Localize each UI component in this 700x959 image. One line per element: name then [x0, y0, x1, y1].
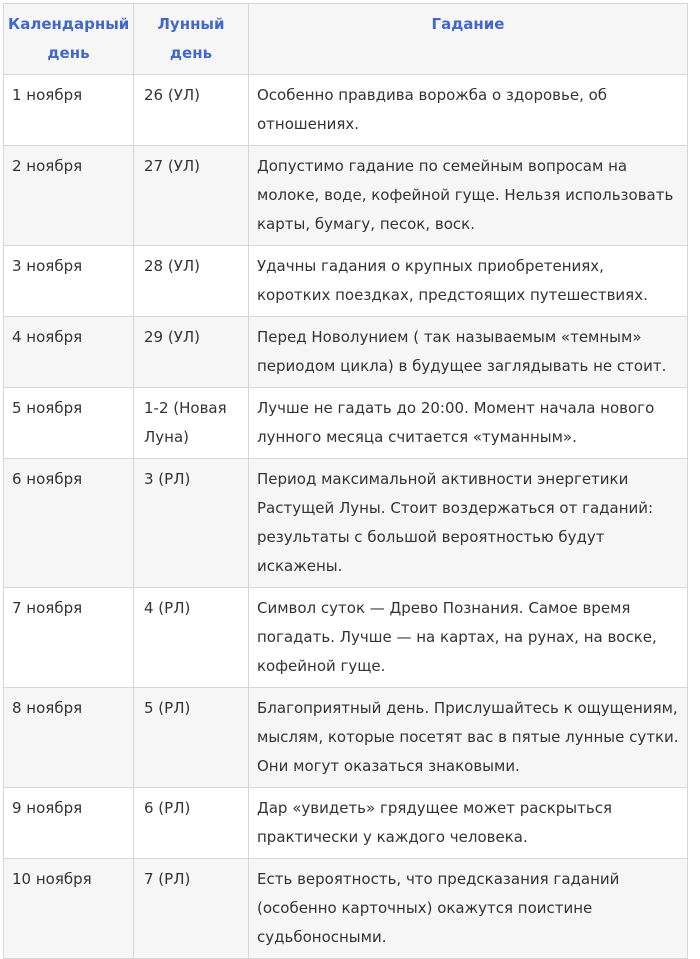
table-row: [4, 75, 688, 146]
divination-cell: Удачны гадания о крупных приобретениях, коротких поездках, предстоящих путешествиях.: [249, 246, 688, 317]
table-row: [4, 688, 688, 788]
calendar-day-cell: 8 ноября: [4, 688, 134, 788]
header-calendar-day: Календарный день: [4, 4, 134, 75]
calendar-day-cell: 4 ноября: [4, 317, 134, 388]
lunar-day-cell: 7 (РЛ): [134, 859, 249, 959]
table-body: [4, 75, 688, 959]
lunar-day-cell: 3 (РЛ): [134, 459, 249, 588]
table-row: [4, 859, 688, 959]
divination-cell: Перед Новолунием ( так называемым «темным» периодом цикла) в будущее заглядывать не стоит.: [249, 317, 688, 388]
calendar-day-cell: 5 ноября: [4, 388, 134, 459]
calendar-day-cell: 9 ноября: [4, 788, 134, 859]
divination-cell: Лучше не гадать до 20:00. Момент начала нового лунного месяца считается «туманным».: [249, 388, 688, 459]
lunar-calendar-table: [3, 3, 688, 959]
table-row: [4, 459, 688, 588]
divination-cell: Символ суток — Древо Познания. Самое время погадать. Лучше — на картах, на рунах, на воске, кофейной гуще.: [249, 588, 688, 688]
lunar-day-cell: 5 (РЛ): [134, 688, 249, 788]
calendar-day-cell: 10 ноября: [4, 859, 134, 959]
lunar-day-cell: 1-2 (Новая Луна): [134, 388, 249, 459]
calendar-day-cell: 7 ноября: [4, 588, 134, 688]
lunar-day-cell: 29 (УЛ): [134, 317, 249, 388]
table-row: [4, 146, 688, 246]
lunar-day-cell: 26 (УЛ): [134, 75, 249, 146]
table-header: [4, 4, 688, 75]
divination-cell: Дар «увидеть» грядущее может раскрыться практически у каждого человека.: [249, 788, 688, 859]
lunar-day-cell: 28 (УЛ): [134, 246, 249, 317]
divination-cell: Особенно правдива ворожба о здоровье, об отношениях.: [249, 75, 688, 146]
calendar-day-cell: 1 ноября: [4, 75, 134, 146]
lunar-day-cell: 27 (УЛ): [134, 146, 249, 246]
divination-cell: Допустимо гадание по семейным вопросам на молоке, воде, кофейной гуще. Нельзя использовать карты, бумагу, песок, воск.: [249, 146, 688, 246]
table-row: [4, 788, 688, 859]
header-divination: Гадание: [249, 4, 688, 75]
calendar-day-cell: 2 ноября: [4, 146, 134, 246]
calendar-day-cell: 3 ноября: [4, 246, 134, 317]
calendar-day-cell: 6 ноября: [4, 459, 134, 588]
lunar-day-cell: 4 (РЛ): [134, 588, 249, 688]
header-lunar-day: Лунный день: [134, 4, 249, 75]
divination-cell: Период максимальной активности энергетики Растущей Луны. Стоит воздержаться от гаданий: результаты с большой вероятностью будут искажены.: [249, 459, 688, 588]
table-row: [4, 588, 688, 688]
lunar-day-cell: 6 (РЛ): [134, 788, 249, 859]
table-row: [4, 246, 688, 317]
divination-cell: Есть вероятность, что предсказания гаданий (особенно карточных) окажутся поистине судьбоносными.: [249, 859, 688, 959]
header-row: [4, 4, 688, 75]
table-row: [4, 317, 688, 388]
divination-cell: Благоприятный день. Прислушайтесь к ощущениям, мыслям, которые посетят вас в пятые лунные сутки. Они могут оказаться знаковыми.: [249, 688, 688, 788]
table-row: [4, 388, 688, 459]
